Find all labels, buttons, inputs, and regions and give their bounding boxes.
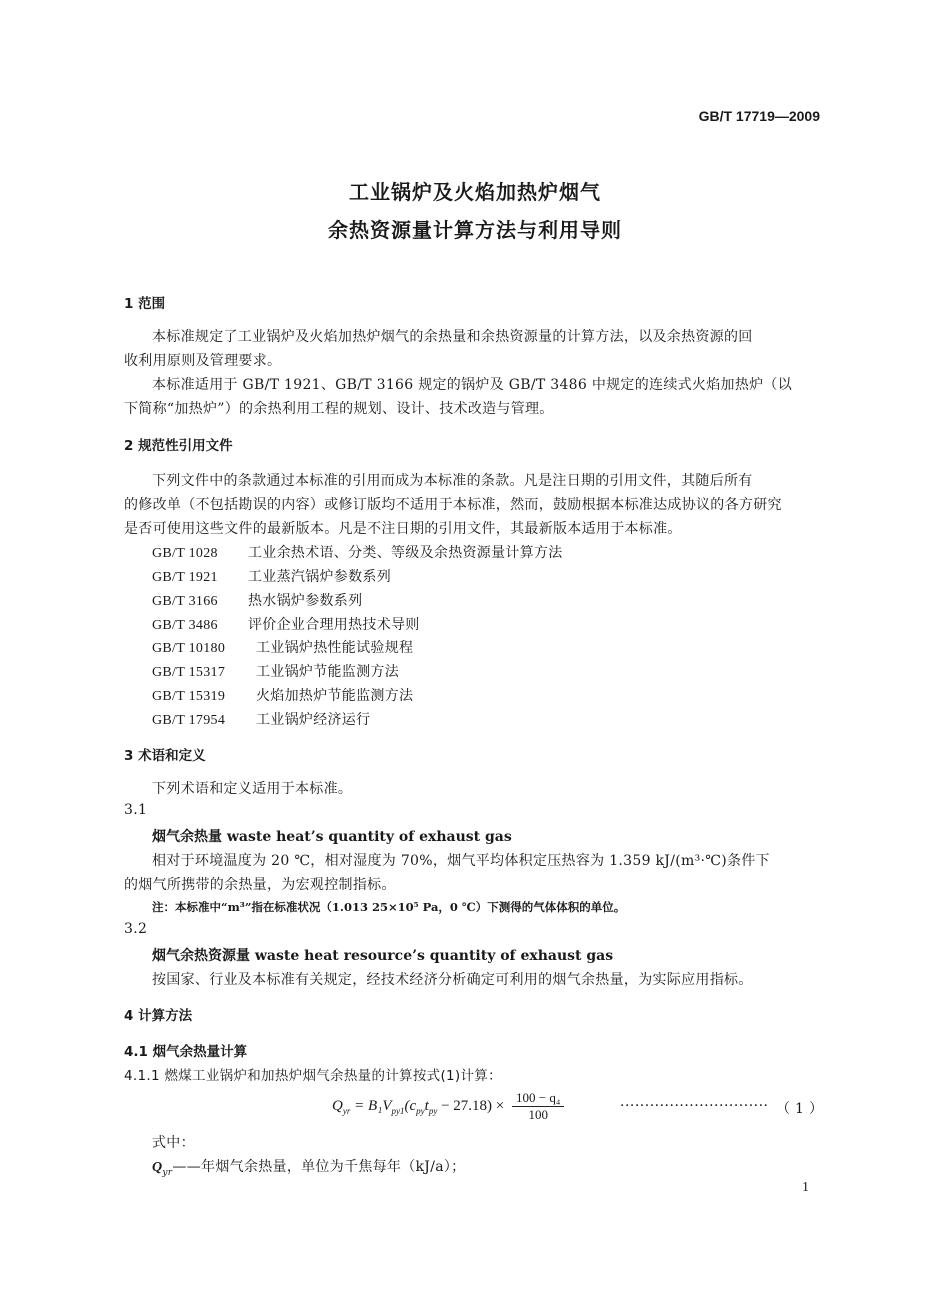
formula-subscript: py1 [391,1105,405,1116]
reference-title: 火焰加热炉节能监测方法 [256,688,414,704]
reference-title: 工业锅炉热性能试验规程 [256,640,414,656]
term-definition: 的烟气所携带的余热量，为宏观控制指标。 [124,877,396,893]
reference-item [152,590,362,610]
subsection-4-1-1: 4.1.1 燃煤工业锅炉和加热炉烟气余热量的计算按式(1)计算： [124,1068,502,1084]
section-2-paragraph: 的修改单（不包括勘误的内容）或修订版均不适用于本标准，然而，鼓励根据本标准达成协议的各方研究 [124,497,782,513]
reference-code: GB/T 3486 [152,618,218,633]
reference-title: 工业余热术语、分类、等级及余热资源量计算方法 [248,545,563,561]
term-heading: 烟气余热量 waste heat’s quantity of exhaust gas [152,829,512,845]
formula-term: = B₁V [350,1097,392,1114]
formula-fraction [512,1090,564,1123]
reference-item [152,614,420,634]
section-3-intro: 下列术语和定义适用于本标准。 [152,781,353,797]
section-1-paragraph: 下简称“加热炉”）的余热利用工程的规划、设计、技术改造与管理。 [124,401,554,417]
symbol-subscript: yr [162,1167,173,1178]
reference-code: GB/T 10180 [152,641,226,656]
section-1-paragraph: 收利用原则及管理要求。 [124,353,282,369]
term-definition: 相对于环境温度为 20 ℃，相对湿度为 70%，烟气平均体积定压热容为 1.359 kJ/(m³·℃)条件下 [152,853,770,869]
reference-code: GB/T 1921 [152,570,218,585]
section-1-paragraph: 本标准规定了工业锅炉及火焰加热炉烟气的余热量和余热资源量的计算方法，以及余热资源的回 [152,329,753,345]
fraction-numerator: 100 − q₄ [512,1090,564,1107]
reference-title: 工业锅炉经济运行 [256,712,371,728]
reference-item [152,709,370,729]
section-1-paragraph: 本标准适用于 GB/T 1921、GB/T 3166 规定的锅炉及 GB/T 3486 中规定的连续式火焰加热炉（以 [152,377,793,393]
term-number: 3.2 [124,921,148,937]
formula-symbol: Q [332,1097,343,1114]
symbol: Q [152,1160,163,1175]
where-label: 式中： [152,1135,195,1151]
standard-number: GB/T 17719—2009 [698,108,820,124]
reference-title: 工业蒸汽锅炉参数系列 [248,569,391,585]
term-heading: 烟气余热资源量 waste heat resource’s quantity of exhaust gas [152,948,614,964]
section-3-heading: 3 术语和定义 [124,748,206,764]
term-number: 3.1 [124,802,148,818]
reference-code: GB/T 15317 [152,665,226,680]
section-4-heading: 4 计算方法 [124,1008,193,1024]
symbol-definition [152,1156,465,1178]
reference-code: GB/T 15319 [152,689,226,704]
formula-subscript: yr [342,1105,351,1116]
document-title-line1: 工业锅炉及火焰加热炉烟气 [349,180,601,204]
formula-term: t [424,1097,429,1114]
formula-subscript: py [428,1105,438,1116]
formula-1 [332,1090,568,1123]
reference-title: 工业锅炉节能监测方法 [256,664,399,680]
formula-term: − 27.18) × [437,1097,505,1114]
fraction-denominator: 100 [528,1107,548,1122]
section-1-heading: 1 范围 [124,296,166,312]
reference-code: GB/T 3166 [152,594,218,609]
reference-code: GB/T 17954 [152,713,226,728]
term-note: 注：本标准中“m³”指在标准状况（1.013 25×10⁵ Pa，0 ℃）下测得的气体体积的单位。 [152,900,626,914]
reference-title: 热水锅炉参数系列 [248,593,363,609]
page-number: 1 [802,1180,809,1195]
term-definition: 按国家、行业及本标准有关规定，经技术经济分析确定可利用的烟气余热量，为实际应用指标。 [152,972,753,988]
section-2-paragraph: 下列文件中的条款通过本标准的引用而成为本标准的条款。凡是注日期的引用文件，其随后所有 [152,473,753,489]
section-2-heading: 2 规范性引用文件 [124,438,233,454]
document-title-line2: 余热资源量计算方法与利用导则 [328,218,622,242]
subsection-4-1-heading: 4.1 烟气余热量计算 [124,1044,248,1060]
reference-item [152,661,399,681]
reference-item [152,542,563,562]
formula-subscript: py [416,1105,425,1116]
reference-item [152,685,413,705]
reference-code: GB/T 1028 [152,546,218,561]
section-2-paragraph: 是否可使用这些文件的最新版本。凡是不注日期的引用文件，其最新版本适用于本标准。 [124,521,682,537]
formula-term: (c [404,1097,417,1114]
reference-title: 评价企业合理用热技术导则 [248,617,420,633]
reference-item [152,637,413,657]
symbol-description: ——年烟气余热量，单位为千焦每年（kJ/a）； [172,1159,466,1175]
formula-number: （ 1 ） [776,1101,824,1117]
formula-leader-dots: ······························ [620,1098,769,1114]
reference-item [152,566,391,586]
